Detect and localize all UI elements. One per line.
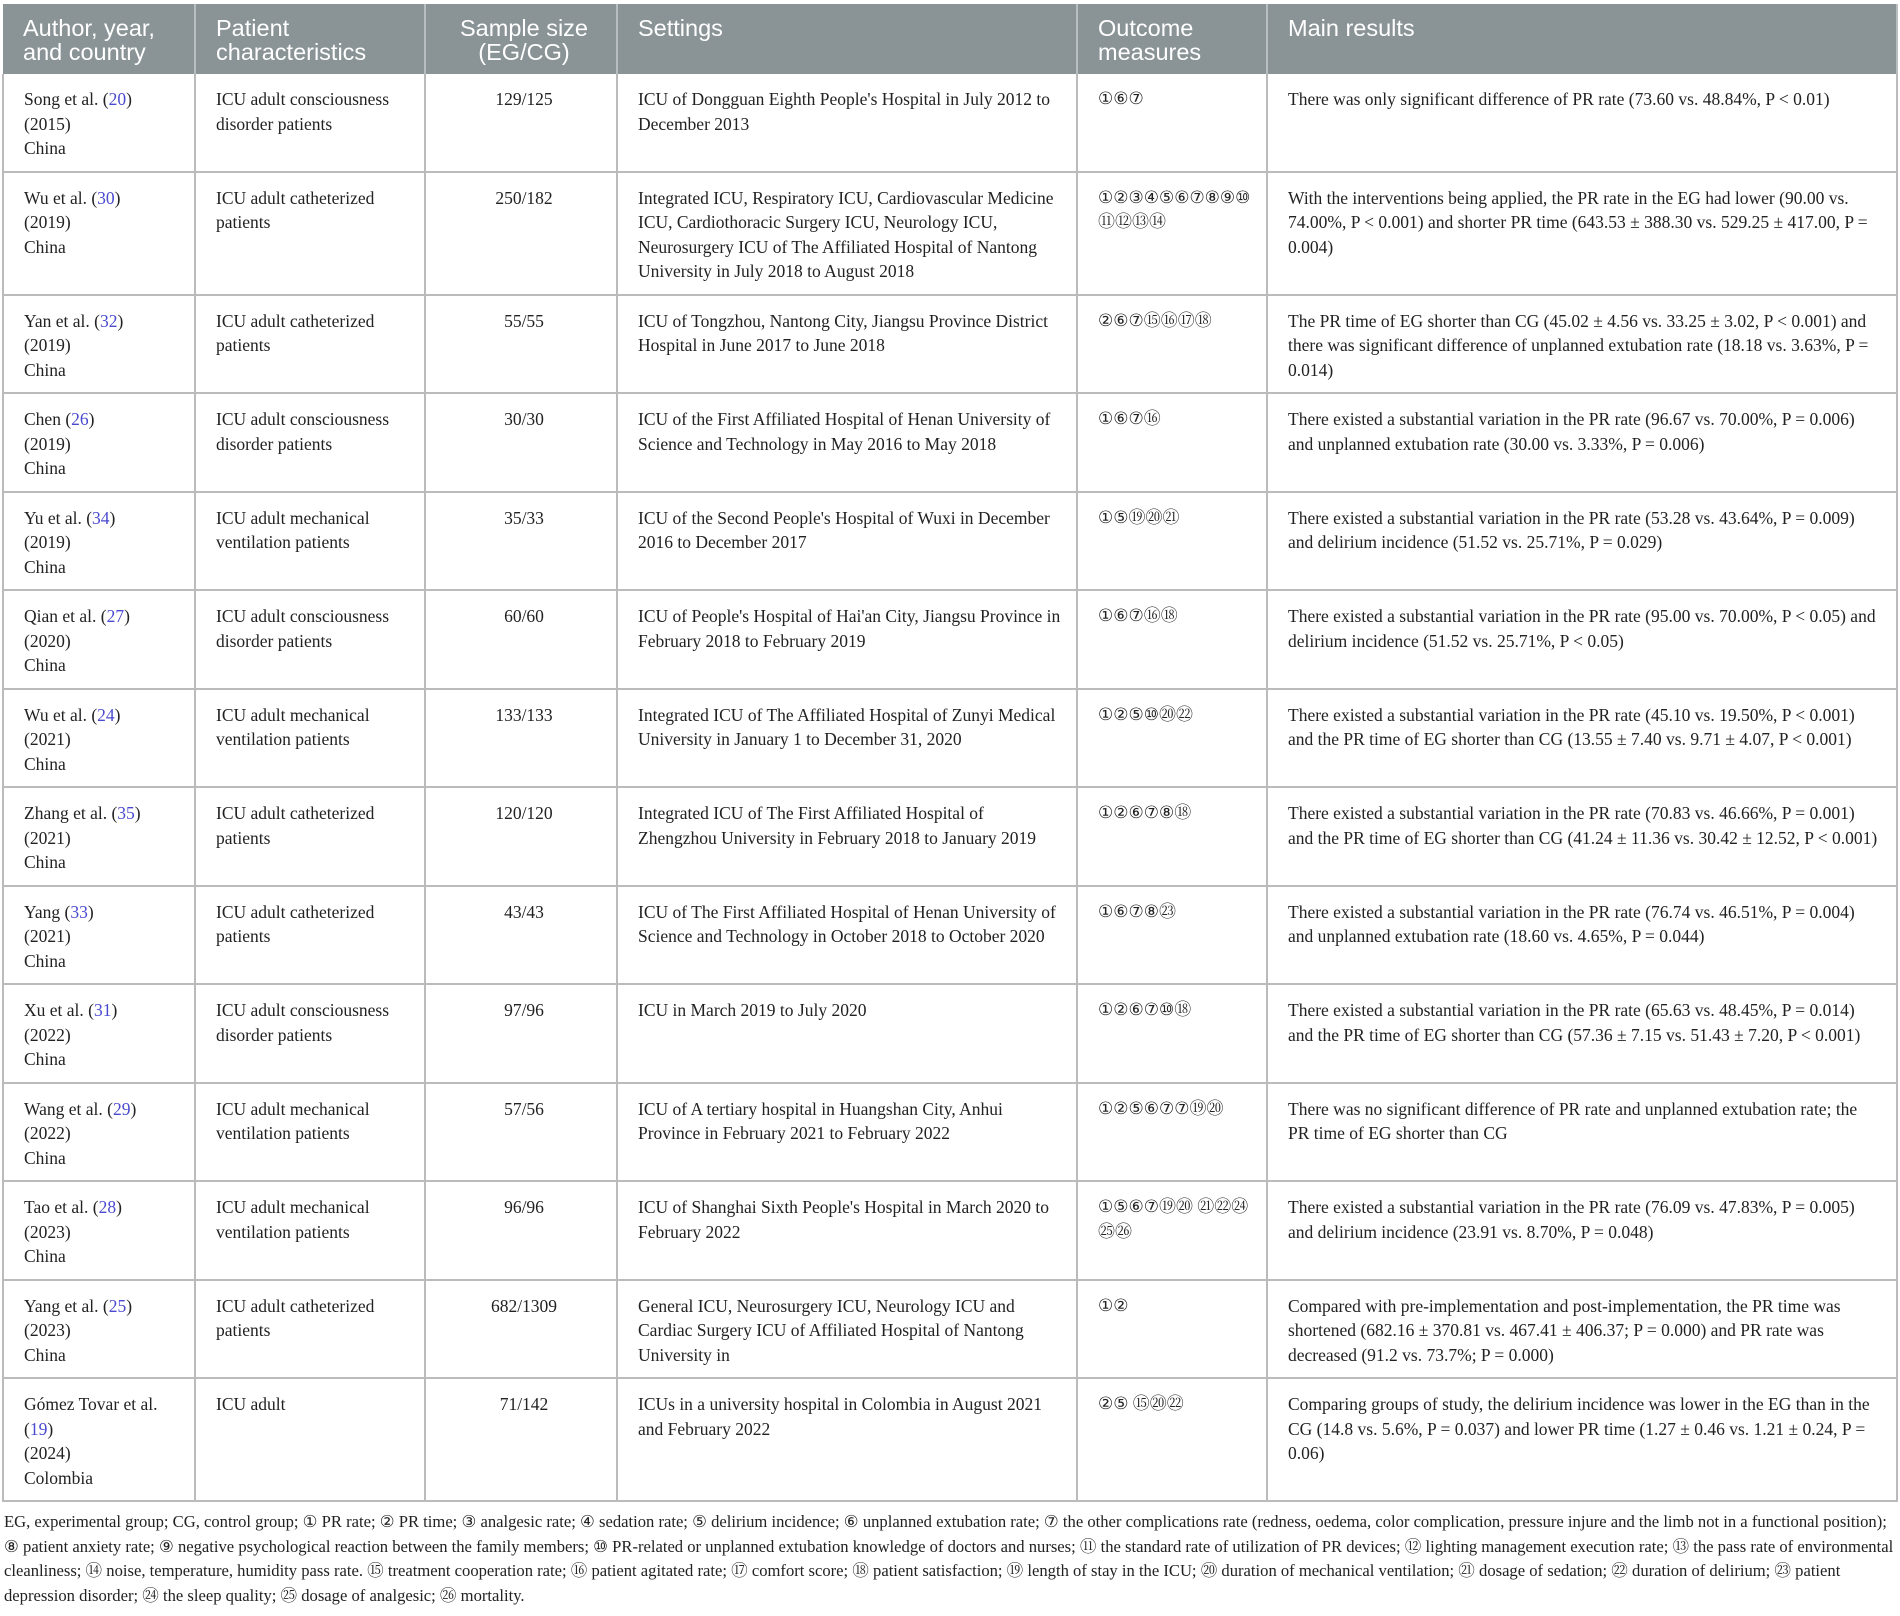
patient-characteristics: ICU adult mechanical ventilation patients <box>195 689 425 788</box>
main-results: There existed a substantial variation in the PR rate (95.00 vs. 70.00%, P < 0.05) and delirium incidence (51.52 vs. 25.71%, P < 0.05) <box>1267 590 1897 689</box>
patient-characteristics: ICU adult catheterized patients <box>195 886 425 985</box>
header-patients: Patient characteristics <box>195 4 425 74</box>
author-cell: Gómez Tovar et al. (19) (2024) Colombia <box>3 1378 195 1501</box>
settings: ICU of the Second People's Hospital of Wuxi in December 2016 to December 2017 <box>617 492 1077 591</box>
study-year: (2021) <box>24 827 71 848</box>
settings: ICU of The First Affiliated Hospital of Henan University of Science and Technology in October 2018 to October 2020 <box>617 886 1077 985</box>
author-name: Yang et al. <box>24 1295 99 1316</box>
outcome-measures: ①⑥⑦⑧㉓ <box>1077 886 1267 985</box>
author-cell: Wang et al. (29) (2022) China <box>3 1083 195 1182</box>
settings: ICU of the First Affiliated Hospital of Henan University of Science and Technology in May 2016 to May 2018 <box>617 393 1077 492</box>
study-country: China <box>24 236 66 257</box>
reference-link[interactable]: 32 <box>100 310 118 331</box>
table-row <box>3 689 1897 788</box>
sample-size: 96/96 <box>425 1181 617 1280</box>
table-row <box>3 295 1897 394</box>
main-results: There existed a substantial variation in the PR rate (76.09 vs. 47.83%, P = 0.005) and delirium incidence (23.91 vs. 8.70%, P = 0.048) <box>1267 1181 1897 1280</box>
patient-characteristics: ICU adult mechanical ventilation patients <box>195 492 425 591</box>
table-row <box>3 1181 1897 1280</box>
author-name: Gómez Tovar et al. <box>24 1394 158 1414</box>
table-row <box>3 984 1897 1083</box>
settings: ICU of Tongzhou, Nantong City, Jiangsu Province District Hospital in June 2017 to June 2018 <box>617 295 1077 394</box>
reference-link[interactable]: 25 <box>108 1295 127 1316</box>
outcome-measures: ②⑤ ⑮⑳㉒ <box>1077 1378 1267 1501</box>
main-results: There existed a substantial variation in the PR rate (65.63 vs. 48.45%, P = 0.014) and the PR time of EG shorter than CG (57.36 ± 7.15 vs. 51.43 ± 7.20, P < 0.001) <box>1267 984 1897 1083</box>
author-cell: Yang et al. (25) (2023) China <box>3 1280 195 1379</box>
settings: ICU of Shanghai Sixth People's Hospital in March 2020 to February 2022 <box>617 1181 1077 1280</box>
study-year: (2021) <box>24 926 71 946</box>
study-year: (2020) <box>24 630 71 651</box>
author-name: Xu et al. <box>24 1000 84 1020</box>
table-row <box>3 1083 1897 1182</box>
outcome-measures: ①②③④⑤⑥⑦⑧⑨⑩ ⑪⑫⑬⑭ <box>1077 172 1267 295</box>
study-year: (2023) <box>24 1221 71 1242</box>
sample-size: 30/30 <box>425 393 617 492</box>
outcome-measures: ①②⑤⑥⑦⑦⑲⑳ <box>1077 1083 1267 1182</box>
reference-link[interactable]: 34 <box>92 507 110 528</box>
reference-link[interactable]: 35 <box>117 803 135 823</box>
settings: General ICU, Neurosurgery ICU, Neurology ICU and Cardiac Surgery ICU of Affiliated Hospital of Nantong University in <box>617 1280 1077 1379</box>
main-results: There was no significant difference of PR rate and unplanned extubation rate; the PR time of EG shorter than CG <box>1267 1083 1897 1182</box>
header-results: Main results <box>1267 4 1897 74</box>
header-outcomes: Outcome measures <box>1077 4 1267 74</box>
author-cell: Yan et al. (32) (2019) China <box>3 295 195 394</box>
sample-size: 250/182 <box>425 172 617 295</box>
author-cell: Yang (33) (2021) China <box>3 886 195 985</box>
study-year: (2019) <box>24 212 71 232</box>
settings: ICU of A tertiary hospital in Huangshan City, Anhui Province in February 2021 to February 2022 <box>617 1083 1077 1182</box>
author-name: Yan et al. <box>24 310 90 331</box>
settings: Integrated ICU of The First Affiliated Hospital of Zhengzhou University in February 2018 to January 2019 <box>617 787 1077 886</box>
main-results: There existed a substantial variation in the PR rate (53.28 vs. 43.64%, P = 0.009) and delirium incidence (51.52 vs. 25.71%, P = 0.029) <box>1267 492 1897 591</box>
sample-size: 133/133 <box>425 689 617 788</box>
outcome-measures: ①②⑥⑦⑩⑱ <box>1077 984 1267 1083</box>
outcome-measures: ①②⑤⑩⑳㉒ <box>1077 689 1267 788</box>
header-settings: Settings <box>617 4 1077 74</box>
table-row <box>3 492 1897 591</box>
sample-size: 120/120 <box>425 787 617 886</box>
table-footnote: EG, experimental group; CG, control group; ① PR rate; ② PR time; ③ analgesic rate; ④ sedation rate; ⑤ delirium incidence; ⑥ unplanned extubation rate; ⑦ the other complications rate (redness, oedema, color complication, pressure injure and the limb not in a functional position); ⑧ patient anxiety rate; ⑨ negative psychological reaction between the family members; ⑩ PR-related or unplanned extubation knowledge of doctors and nurses; ⑪ the standard rate of utilization of PR devices; ⑫ lighting management execution rate; ⑬ the pass rate of environmental cleanliness; ⑭ noise, temperature, humidity pass rate. ⑮ treatment cooperation rate; ⑯ patient agitated rate; ⑰ comfort score; ⑱ patient satisfaction; ⑲ length of stay in the ICU; ⑳ duration of mechanical ventilation; ㉑ dosage of sedation; ㉒ duration of delirium; ㉓ patient depression disorder; ㉔ the sleep quality; ㉕ dosage of analgesic; ㉖ mortality. <box>4 1512 1894 1605</box>
sample-size: 35/33 <box>425 492 617 591</box>
patient-characteristics: ICU adult consciousness disorder patients <box>195 590 425 689</box>
outcome-measures: ①② <box>1077 1280 1267 1379</box>
author-cell: Zhang et al. (35) (2021) China <box>3 787 195 886</box>
reference-link[interactable]: 30 <box>97 187 115 208</box>
sample-size: 682/1309 <box>425 1280 617 1379</box>
study-country: China <box>24 458 66 478</box>
study-year: (2019) <box>24 335 71 355</box>
sample-size: 97/96 <box>425 984 617 1083</box>
study-country: Colombia <box>24 1467 94 1488</box>
author-name: Wang et al. <box>24 1098 103 1119</box>
study-year: (2019) <box>24 433 71 454</box>
study-year: (2015) <box>24 113 71 134</box>
table-row <box>3 1280 1897 1379</box>
study-country: China <box>24 138 66 158</box>
patient-characteristics: ICU adult catheterized patients <box>195 295 425 394</box>
table-body <box>3 74 1897 1501</box>
table-row <box>3 886 1897 985</box>
main-results: With the interventions being applied, the PR rate in the EG had lower (90.00 vs. 74.00%, P < 0.001) and shorter PR time (643.53 ± 388.30 vs. 529.25 ± 417.00, P = 0.004) <box>1267 172 1897 295</box>
patient-characteristics: ICU adult catheterized patients <box>195 172 425 295</box>
outcome-measures: ②⑥⑦⑮⑯⑰⑱ <box>1077 295 1267 394</box>
author-name: Zhang et al. <box>24 803 108 823</box>
patient-characteristics: ICU adult mechanical ventilation patients <box>195 1083 425 1182</box>
settings: ICU in March 2019 to July 2020 <box>617 984 1077 1083</box>
patient-characteristics: ICU adult catheterized patients <box>195 787 425 886</box>
author-name: Wu et al. <box>24 187 87 208</box>
author-cell: Wu et al. (24) (2021) China <box>3 689 195 788</box>
reference-link[interactable]: 33 <box>70 901 88 922</box>
study-country: China <box>24 1147 66 1168</box>
main-results: There existed a substantial variation in the PR rate (76.74 vs. 46.51%, P = 0.004) and unplanned extubation rate (18.60 vs. 4.65%, P = 0.044) <box>1267 886 1897 985</box>
study-year: (2022) <box>24 1024 71 1045</box>
study-country: China <box>24 1049 66 1069</box>
patient-characteristics: ICU adult consciousness disorder patients <box>195 74 425 172</box>
reference-link[interactable]: 28 <box>98 1197 117 1217</box>
reference-link[interactable]: 27 <box>106 606 125 626</box>
outcome-measures: ①⑥⑦ <box>1077 74 1267 172</box>
sample-size: 129/125 <box>425 74 617 172</box>
patient-characteristics: ICU adult consciousness disorder patients <box>195 984 425 1083</box>
table-row <box>3 172 1897 295</box>
reference-link[interactable]: 31 <box>93 1000 112 1020</box>
table-row <box>3 393 1897 492</box>
settings: ICUs in a university hospital in Colombia in August 2021 and February 2022 <box>617 1378 1077 1501</box>
main-results: The PR time of EG shorter than CG (45.02 ± 4.56 vs. 33.25 ± 3.02, P < 0.001) and there was significant difference of unplanned extubation rate (18.18 vs. 3.63%, P = 0.014) <box>1267 295 1897 394</box>
study-country: China <box>24 1246 66 1266</box>
patient-characteristics: ICU adult <box>195 1378 425 1501</box>
settings: Integrated ICU, Respiratory ICU, Cardiovascular Medicine ICU, Cardiothoracic Surgery ICU, Neurology ICU, Neurosurgery ICU of The Affiliated Hospital of Nantong University in July 2018 to August 2018 <box>617 172 1077 295</box>
outcome-measures: ①⑥⑦⑯ <box>1077 393 1267 492</box>
study-country: China <box>24 950 66 971</box>
outcome-measures: ①②⑥⑦⑧⑱ <box>1077 787 1267 886</box>
author-cell: Wu et al. (30) (2019) China <box>3 172 195 295</box>
study-year: (2021) <box>24 729 71 749</box>
study-country: China <box>24 852 66 872</box>
main-results: There existed a substantial variation in the PR rate (45.10 vs. 19.50%, P < 0.001) and the PR time of EG shorter than CG (13.55 ± 7.40 vs. 9.71 ± 4.07, P < 0.001) <box>1267 689 1897 788</box>
header-author: Author, year, and country <box>3 4 195 74</box>
study-country: China <box>24 359 66 380</box>
reference-link[interactable]: 29 <box>112 1098 131 1119</box>
author-name: Qian et al. <box>24 606 97 626</box>
study-country: China <box>24 655 66 675</box>
patient-characteristics: ICU adult mechanical ventilation patients <box>195 1181 425 1280</box>
study-year: (2022) <box>24 1123 71 1143</box>
reference-link[interactable]: 19 <box>29 1418 48 1439</box>
study-characteristics-table <box>2 4 1898 1502</box>
main-results: There was only significant difference of PR rate (73.60 vs. 48.84%, P < 0.01) <box>1267 74 1897 172</box>
author-name: Chen <box>24 409 61 429</box>
reference-link[interactable]: 26 <box>71 409 89 429</box>
table-row <box>3 1378 1897 1501</box>
table-row <box>3 787 1897 886</box>
sample-size: 60/60 <box>425 590 617 689</box>
study-country: China <box>24 753 66 774</box>
author-name: Yu et al. <box>24 507 82 528</box>
sample-size: 57/56 <box>425 1083 617 1182</box>
sample-size: 43/43 <box>425 886 617 985</box>
main-results: Compared with pre-implementation and post-implementation, the PR time was shortened (682.16 ± 370.81 vs. 467.41 ± 406.37; P = 0.000) and PR rate was decreased (91.2 vs. 73.7%; P = 0.000) <box>1267 1280 1897 1379</box>
author-cell: Song et al. (20) (2015) China <box>3 74 195 172</box>
settings: Integrated ICU of The Affiliated Hospital of Zunyi Medical University in January 1 to December 31, 2020 <box>617 689 1077 788</box>
patient-characteristics: ICU adult catheterized patients <box>195 1280 425 1379</box>
study-country: China <box>24 1344 66 1365</box>
sample-size: 71/142 <box>425 1378 617 1501</box>
outcome-measures: ①⑤⑲⑳㉑ <box>1077 492 1267 591</box>
outcome-measures: ①⑥⑦⑯⑱ <box>1077 590 1267 689</box>
study-country: China <box>24 556 66 577</box>
settings: ICU of Dongguan Eighth People's Hospital in July 2012 to December 2013 <box>617 74 1077 172</box>
outcome-measures: ①⑤⑥⑦⑲⑳ ㉑㉒㉔㉕㉖ <box>1077 1181 1267 1280</box>
author-name: Yang <box>24 901 61 922</box>
main-results: Comparing groups of study, the delirium incidence was lower in the EG than in the CG (14.8 vs. 5.6%, P = 0.037) and lower PR time (1.27 ± 0.46 vs. 1.21 ± 0.24, P = 0.06) <box>1267 1378 1897 1501</box>
author-cell: Xu et al. (31) (2022) China <box>3 984 195 1083</box>
table-row <box>3 590 1897 689</box>
sample-size: 55/55 <box>425 295 617 394</box>
author-cell: Qian et al. (27) (2020) China <box>3 590 195 689</box>
study-year: (2019) <box>24 532 71 552</box>
reference-link[interactable]: 24 <box>97 704 115 725</box>
main-results: There existed a substantial variation in the PR rate (96.67 vs. 70.00%, P = 0.006) and unplanned extubation rate (30.00 vs. 3.33%, P = 0.006) <box>1267 393 1897 492</box>
author-cell: Yu et al. (34) (2019) China <box>3 492 195 591</box>
author-cell: Tao et al. (28) (2023) China <box>3 1181 195 1280</box>
study-year: (2024) <box>24 1443 71 1463</box>
settings: ICU of People's Hospital of Hai'an City, Jiangsu Province in February 2018 to February 2019 <box>617 590 1077 689</box>
study-year: (2023) <box>24 1320 71 1340</box>
reference-link[interactable]: 20 <box>108 89 127 109</box>
patient-characteristics: ICU adult consciousness disorder patients <box>195 393 425 492</box>
author-cell: Chen (26) (2019) China <box>3 393 195 492</box>
author-name: Tao et al. <box>24 1197 89 1217</box>
author-name: Wu et al. <box>24 704 87 725</box>
header-sample-size: Sample size (EG/CG) <box>425 4 617 74</box>
main-results: There existed a substantial variation in the PR rate (70.83 vs. 46.66%, P = 0.001) and the PR time of EG shorter than CG (41.24 ± 11.36 vs. 30.42 ± 12.52, P < 0.001) <box>1267 787 1897 886</box>
author-name: Song et al. <box>24 89 99 109</box>
table-row <box>3 74 1897 172</box>
header-row <box>3 4 1897 74</box>
